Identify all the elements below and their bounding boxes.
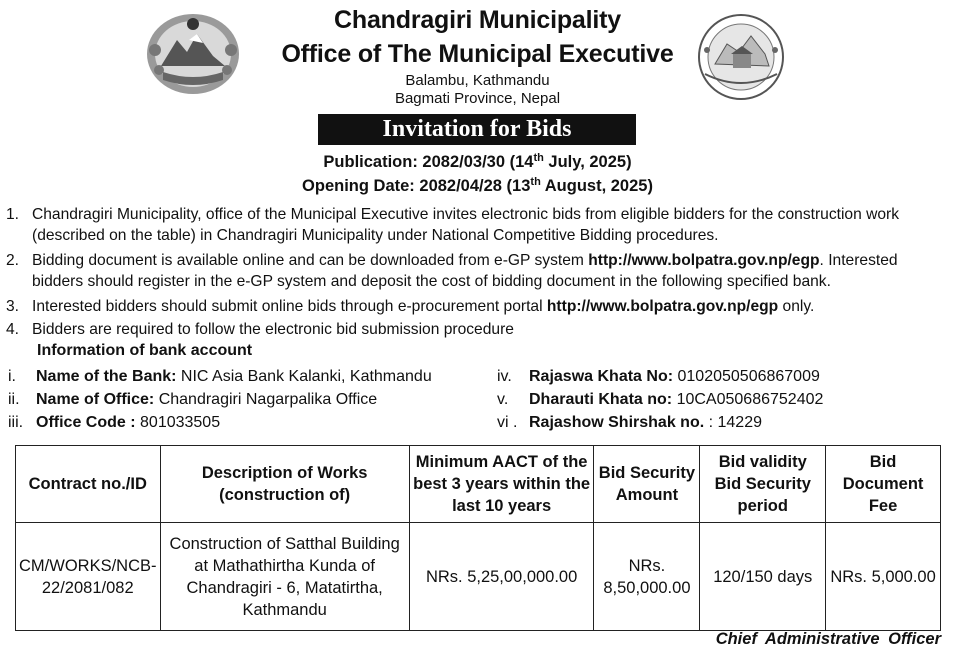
bank-row-office-name: ii. Name of Office: Chandragiri Nagarpalika Office [8, 391, 378, 408]
works-table [15, 445, 941, 631]
clause-1 [6, 204, 946, 246]
column-header: Contract no./ID [16, 446, 161, 523]
column-header: Description of Works (construction of) [160, 446, 409, 523]
opening-label: Opening Date: [302, 177, 415, 195]
clause-text: only. [778, 298, 815, 315]
office-name: Office of The Municipal Executive [281, 40, 674, 68]
publication-date [200, 152, 755, 172]
bank-section-title: Information of bank account [37, 342, 253, 359]
publication-date-bs: 2082/03/30 (14 [422, 153, 534, 171]
bank-row-rajashow-shirshak: vi . Rajashow Shirshak no. : 14229 [497, 414, 762, 431]
bank-row-dharauti-khata: v. Dharauti Khata no: 10CA050686752402 [497, 391, 824, 408]
notice-title: Invitation for Bids [318, 114, 636, 145]
clause-text: Bidders are required to follow the electronic bid submission procedure [32, 321, 514, 338]
bank-row-rajaswa-khata: iv. Rajaswa Khata No: 0102050506867009 [497, 368, 820, 385]
clause-number: 3. [6, 298, 20, 315]
clause-number: 4. [6, 321, 20, 338]
publication-label: Publication: [323, 153, 418, 171]
clause-number: 1. [6, 206, 20, 223]
clause-3 [6, 296, 946, 317]
description-cell: Construction of Satthal Building at Mathathirtha Kunda of Chandragiri - 6, Matatirtha, Kathmandu [160, 523, 409, 631]
address-line-2: Bagmati Province, Nepal [394, 90, 561, 107]
opening-date [200, 176, 755, 196]
column-header: Bid validity Bid Security period [700, 446, 826, 523]
organization-name: Chandragiri Municipality [334, 6, 621, 34]
clause-2 [6, 250, 946, 292]
opening-date-ad: August, 2025) [540, 177, 653, 195]
clause-text: . Interested bidders should register in the e-GP system and deposit the cost of bidding document in the following specified bank. [32, 252, 898, 290]
clause-text: Bidding document is available online and can be downloaded from e-GP system [32, 252, 589, 269]
contract-id-cell: CM/WORKS/NCB-22/2081/082 [16, 523, 161, 631]
egp-link[interactable]: http://www.bolpatra.gov.np/egp [588, 252, 820, 269]
publication-date-ad: July, 2025) [543, 153, 632, 171]
bid-security-cell: NRs. 8,50,000.00 [594, 523, 700, 631]
bank-row-bank-name: i. Name of the Bank: NIC Asia Bank Kalanki, Kathmandu [8, 368, 432, 385]
clause-text: Interested bidders should submit online bids through e-procurement portal [32, 298, 547, 315]
column-header: Minimum AACT of the best 3 years within the last 10 years [409, 446, 594, 523]
opening-ordinal: th [530, 176, 541, 188]
column-header: Bid Security Amount [594, 446, 700, 523]
document-fee-cell: NRs. 5,000.00 [826, 523, 941, 631]
table-row [16, 523, 941, 631]
signatory-title: Chief Administrative Officer [715, 630, 941, 648]
column-header: Bid Document Fee [826, 446, 941, 523]
opening-date-bs: 2082/04/28 (13 [419, 177, 531, 195]
validity-period-cell: 120/150 days [700, 523, 826, 631]
publication-ordinal: th [533, 152, 544, 164]
nepal-emblem-icon [143, 10, 243, 98]
clause-number: 2. [6, 252, 20, 269]
address-line-1: Balambu, Kathmandu [405, 72, 550, 89]
clause-text: Chandragiri Municipality, office of the Municipal Executive invites electronic bids from eligible bidders for the construction work (described on the table) in Chandragiri Municipality under National Competitive Bidding procedures. [32, 206, 900, 244]
egp-link[interactable]: http://www.bolpatra.gov.np/egp [546, 298, 779, 315]
clause-4 [6, 319, 946, 340]
table-header-row [16, 446, 941, 523]
aact-cell: NRs. 5,25,00,000.00 [409, 523, 594, 631]
bank-row-office-code: iii. Office Code : 801033505 [8, 414, 221, 431]
